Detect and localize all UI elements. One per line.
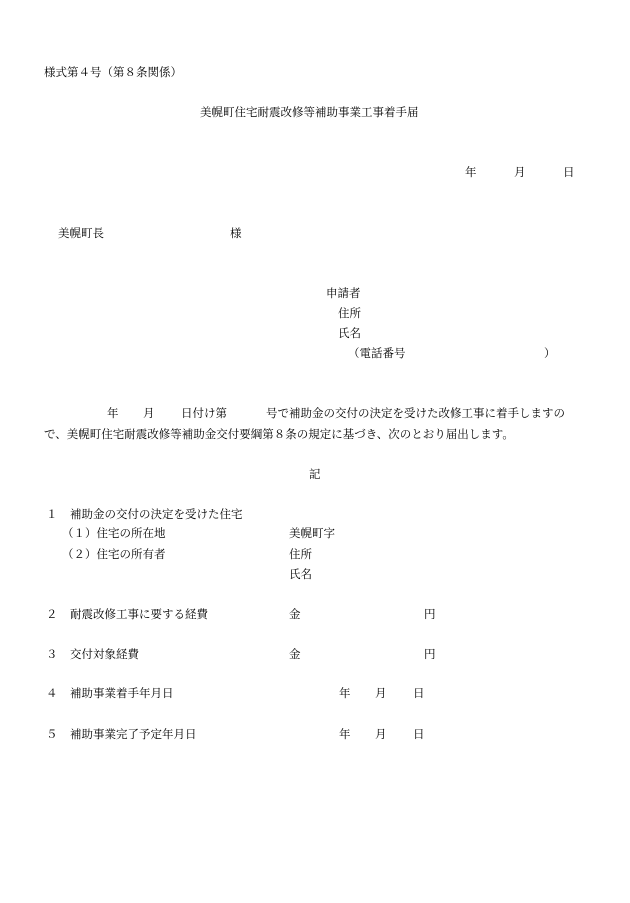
item5-month: 月: [375, 727, 387, 741]
item1-sub2-address: 住所: [289, 547, 312, 561]
item2-prefix: 金: [289, 607, 301, 621]
body-line1-dated: 日付け第: [181, 406, 227, 420]
item4-day: 日: [413, 686, 425, 700]
form-number: 様式第４号（第８条関係）: [44, 65, 182, 79]
item1-sub1-value: 美幌町字: [289, 526, 335, 540]
item5-number: ５: [46, 727, 58, 741]
body-line1-rest: 号で補助金の交付の決定を受けた改修工事に着手しますの: [266, 406, 565, 420]
item1-sub1-label: （１）住宅の所在地: [62, 526, 166, 540]
applicant-address-label: 住所: [338, 306, 361, 320]
body-line1-month: 月: [143, 406, 155, 420]
item4-month: 月: [375, 686, 387, 700]
body-line1-year: 年: [107, 406, 119, 420]
body-line2: で、美幌町住宅耐震改修等補助金交付要綱第８条の規定に基づき、次のとおり届出します。: [44, 427, 514, 441]
item2-number: ２: [46, 607, 58, 621]
ki-marker: 記: [309, 467, 321, 481]
item4-year: 年: [339, 686, 351, 700]
applicant-label: 申請者: [326, 286, 361, 300]
item1-sub2-name: 氏名: [289, 567, 312, 581]
item1-sub2-label: （２）住宅の所有者: [62, 547, 166, 561]
item3-label: 交付対象経費: [70, 647, 139, 661]
item3-unit: 円: [424, 647, 436, 661]
date-year-label: 年: [465, 165, 477, 179]
document-title: 美幌町住宅耐震改修等補助事業工事着手届: [200, 105, 419, 119]
applicant-name-label: 氏名: [338, 326, 361, 340]
item1-number: １: [46, 507, 58, 521]
date-month-label: 月: [514, 165, 526, 179]
item5-label: 補助事業完了予定年月日: [70, 727, 197, 741]
item1-label: 補助金の交付の決定を受けた住宅: [70, 507, 243, 521]
item3-prefix: 金: [289, 647, 301, 661]
item4-label: 補助事業着手年月日: [70, 686, 174, 700]
item5-day: 日: [413, 727, 425, 741]
item2-label: 耐震改修工事に要する経費: [70, 607, 208, 621]
item4-number: ４: [46, 686, 58, 700]
item3-number: ３: [46, 647, 58, 661]
addressee-name: 美幌町長: [58, 226, 104, 240]
item2-unit: 円: [424, 607, 436, 621]
applicant-phone-close: ）: [544, 346, 556, 360]
applicant-phone-label: （電話番号: [348, 346, 406, 360]
addressee-honorific: 様: [230, 226, 242, 240]
item5-year: 年: [339, 727, 351, 741]
date-day-label: 日: [563, 165, 575, 179]
